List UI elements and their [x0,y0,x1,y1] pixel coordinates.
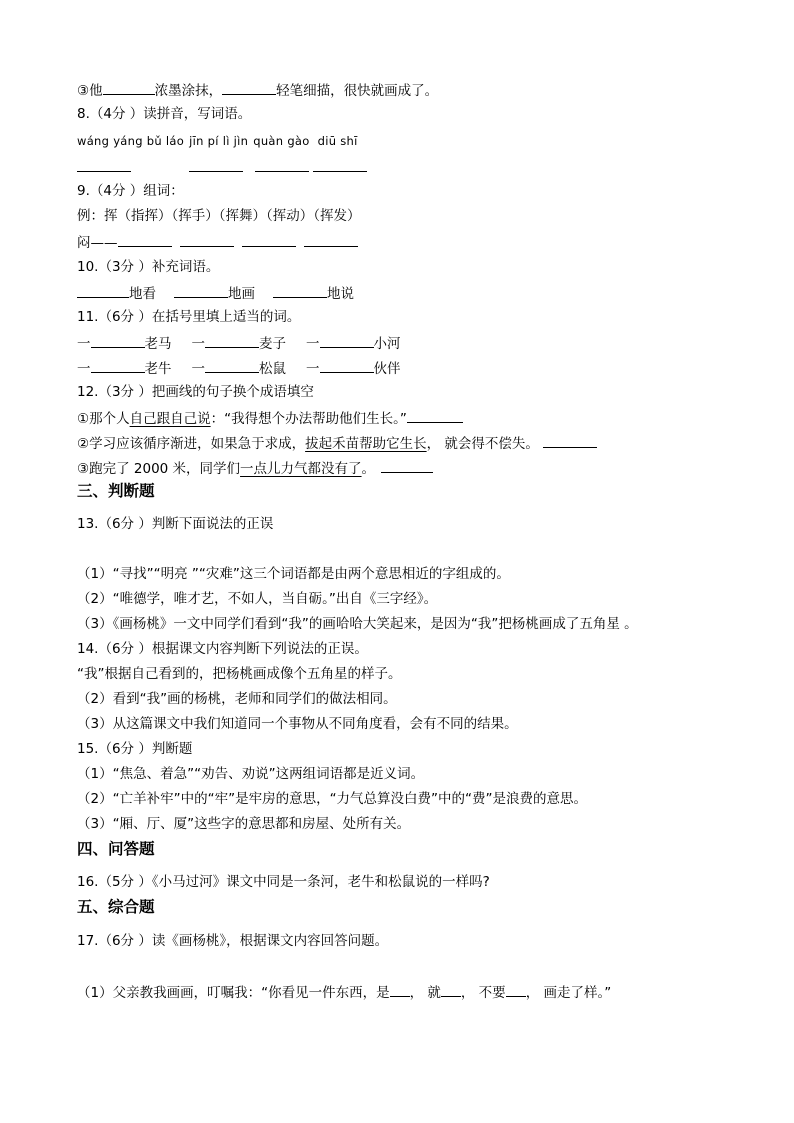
answer-blank[interactable] [174,283,228,298]
answer-blank[interactable] [118,232,172,247]
text: 地画 [228,286,255,302]
underlined-phrase: 一点儿力气都没有了 [240,461,362,477]
underlined-phrase: 拔起禾苗帮助它生长 [305,436,427,452]
q9-blanks [77,232,358,252]
text: ， 画走了样。” [525,985,612,1001]
answer-blank[interactable] [205,358,259,373]
answer-blank[interactable] [441,982,461,997]
q11-title: 11.（6分 ）在括号里填上适当的词。 [77,309,301,325]
text: 轻笔细描，很快就画成了。 [276,83,439,99]
answer-blank[interactable] [91,358,145,373]
answer-blank[interactable] [77,283,129,298]
answer-blank[interactable] [242,232,296,247]
answer-blank[interactable] [77,157,131,172]
q12-s1 [77,408,463,428]
q15-item3: （3）“厢、厅、厦”这些字的意思都和房屋、处所有关。 [77,816,411,832]
section-heading-4: 四、问答题 [77,840,155,858]
text: ③跑完了 2000 米，同学们 [77,461,241,477]
text: 老马 [144,336,172,352]
text: （1）父亲教我画画，叮嘱我：“你看见一件东西，是 [77,985,390,1001]
answer-blank[interactable] [320,358,374,373]
answer-blank[interactable] [222,80,276,95]
answer-blank[interactable] [407,408,463,423]
q13-item1: （1）“寻找”“明亮 ”“灾难”这三个词语都是由两个意思相近的字组成的。 [77,566,510,582]
text: 一 [191,361,205,377]
text: ：“我得想个办法帮助他们生长。” [210,411,407,427]
q8-title: 8.（4分 ）读拼音，写词语。 [77,106,252,122]
text: 闷—— [77,235,118,251]
section-heading-5: 五、综合题 [77,898,155,916]
answer-blank[interactable] [91,333,145,348]
text: 小河 [373,336,401,352]
text: ③他 [77,83,103,99]
answer-blank[interactable] [255,157,309,172]
text: ②学习应该循序渐进，如果急于求成， [77,436,306,452]
text: 浓墨涂抹， [154,83,223,99]
answer-blank[interactable] [205,333,259,348]
text: 伙伴 [373,361,401,377]
q14-item3: （3）从这篇课文中我们知道同一个事物从不同角度看，会有不同的结果。 [77,716,518,732]
answer-blank[interactable] [506,982,526,997]
q9-example: 例：挥（指挥）（挥手）（挥舞）（挥动）（挥发） [77,208,361,224]
answer-blank[interactable] [320,333,374,348]
q15-item2: （2）“亡羊补牢”中的“牢”是牢房的意思，“力气总算没白费”中的“费”是浪费的意思。 [77,791,588,807]
q9-title: 9.（4分 ）组词： [77,183,184,199]
q13-item2: （2）“唯德学，唯才艺，不如人，当自砺。”出自《三字经》。 [77,591,438,607]
q12-s2 [77,433,597,453]
answer-blank[interactable] [390,982,410,997]
answer-blank[interactable] [273,283,327,298]
q14-item1: “我”根据自己看到的，把杨桃画成像个五角星的样子。 [77,666,402,682]
q16: 16.（5分 ）《小马过河》课文中同是一条河，老牛和松鼠说的一样吗? [77,874,490,890]
q15-item1: （1）“焦急、着急”“劝告、劝说”这两组词语都是近义词。 [77,766,425,782]
text: 一 [77,336,91,352]
text: ， 就 [409,985,441,1001]
text: 地看 [129,286,156,302]
text: 一 [306,361,320,377]
q14-title: 14.（6分 ）根据课文内容判断下列说法的正误。 [77,641,368,657]
q12-title: 12.（3分 ）把画线的句子换个成语填空 [77,384,314,400]
q8-blanks [77,157,367,177]
answer-blank[interactable] [180,232,234,247]
q10-title: 10.（3分 ）补充词语。 [77,259,220,275]
text: ①那个人 [77,411,130,427]
text: 地说 [327,286,354,302]
text: 。 [361,461,376,477]
pinyin: wáng yáng bǔ láo [77,134,185,148]
q17-item1 [77,982,611,1002]
answer-blank[interactable] [543,433,597,448]
text: ， 不要 [460,985,506,1001]
q13-item3: （3）《画杨桃》一文中同学们看到“我”的画哈哈大笑起来，是因为“我”把杨桃画成了五角星 。 [77,616,638,632]
section-heading-3: 三、判断题 [77,482,155,500]
q15-title: 15.（6分 ）判断题 [77,741,193,757]
q11-row2 [77,358,401,378]
q12-s3 [77,458,433,478]
text: 麦子 [259,336,286,352]
q11-row1 [77,333,401,353]
answer-blank[interactable] [189,157,243,172]
answer-blank[interactable] [313,157,367,172]
text: 老牛 [144,361,172,377]
q14-item2: （2）看到“我”画的杨桃，老师和同学们的做法相同。 [77,691,397,707]
text: 一 [77,361,91,377]
pinyin: diū shī [317,134,358,148]
text: 松鼠 [259,361,286,377]
answer-blank[interactable] [304,232,358,247]
pinyin: quàn gào [253,134,310,148]
answer-blank[interactable] [103,80,155,95]
q17-title: 17.（6分 ）读《画杨桃》，根据课文内容回答问题。 [77,933,389,949]
q8-pinyin [77,132,358,150]
q7-item3 [77,80,438,100]
text: 一 [191,336,205,352]
q10-items [77,283,354,303]
text: 一 [306,336,320,352]
pinyin: jīn pí lì jìn [189,134,249,148]
text: ， 就会得不偿失。 [426,436,539,452]
underlined-phrase: 自己跟自己说 [129,411,211,427]
q13-title: 13.（6分 ）判断下面说法的正误 [77,516,274,532]
answer-blank[interactable] [381,458,433,473]
